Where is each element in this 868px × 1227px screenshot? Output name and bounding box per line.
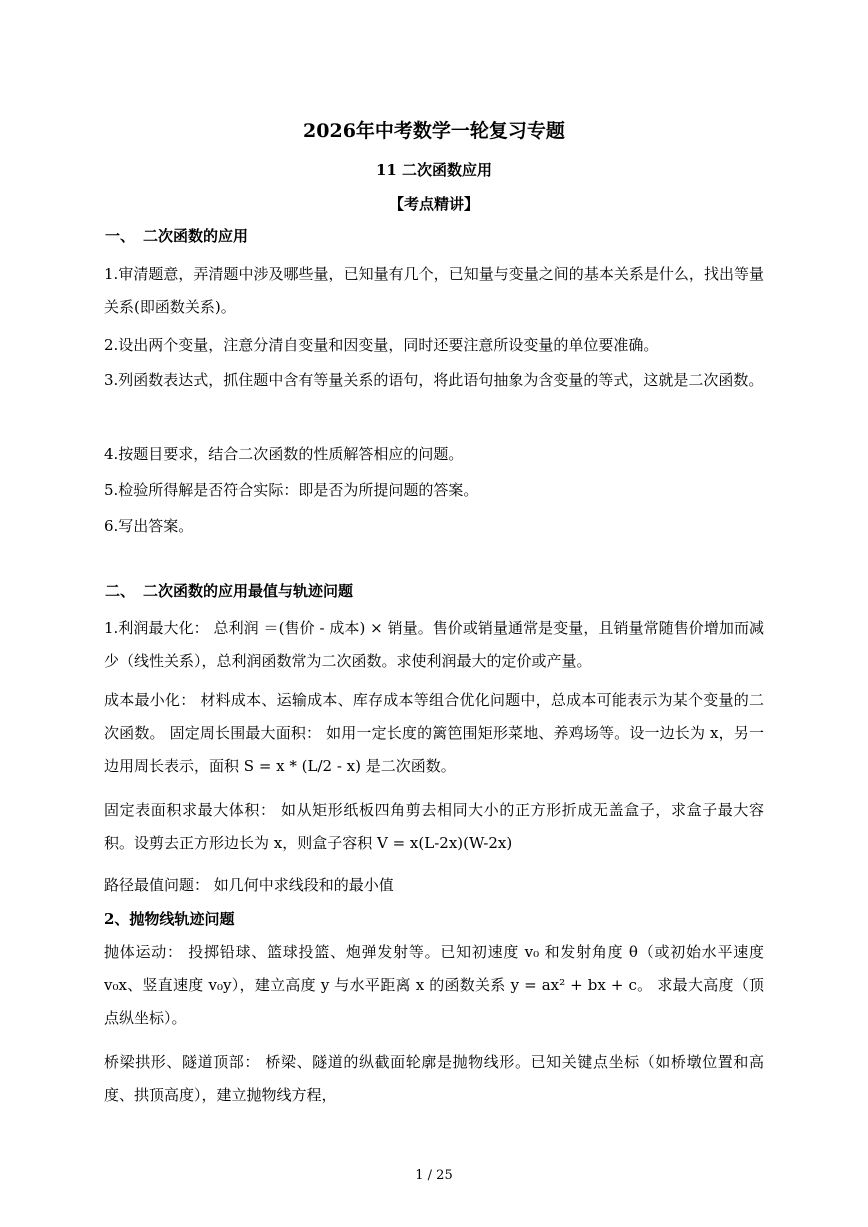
paragraph-projectile: 抛体运动： 投掷铅球、篮球投篮、炮弹发射等。已知初速度 v₀ 和发射角度 θ（或初始水平速度 v₀x、竖直速度 v₀y），建立高度 y 与水平距离 x 的函数关系 y = ax² + bx + c。 求最大高度（顶点纵坐标）。 — [104, 943, 764, 1027]
document-subtitle: 11 二次函数应用 — [375, 161, 493, 179]
list-item: 1.审清题意，弄清题中涉及哪些量，已知量有几个，已知量与变量之间的基本关系是什么，找出等量关系(即函数关系)。 — [104, 265, 764, 316]
paragraph-bridge: 桥梁拱形、隧道顶部： 桥梁、隧道的纵截面轮廓是抛物线形。已知关键点坐标（如桥墩位置和高度、拱顶高度），建立抛物线方程， — [104, 1053, 764, 1104]
list-item: 4.按题目要求，结合二次函数的性质解答相应的问题。 — [104, 445, 464, 463]
list-item: 3.列函数表达式，抓住题中含有等量关系的语句，将此语句抽象为含变量的等式，这就是二次函数。 — [104, 371, 764, 389]
page-indicator: 1 / 25 — [415, 1168, 453, 1183]
paragraph-profit: 1.利润最大化： 总利润 ＝(售价 - 成本) × 销量。售价或销量通常是变量，且销量常随售价增加而减少（线性关系），总利润函数常为二次函数。求使利润最大的定价或产量。 — [104, 619, 764, 670]
sub-heading: 2、抛物线轨迹问题 — [104, 910, 235, 928]
list-item: 5.检验所得解是否符合实际：即是否为所提问题的答案。 — [104, 481, 479, 499]
key-points-title: 【考点精讲】 — [388, 195, 479, 213]
paragraph-volume: 固定表面积求最大体积： 如从矩形纸板四角剪去相同大小的正方形折成无盖盒子，求盒子最大容积。设剪去正方形边长为 x，则盒子容积 V = x(L-2x)(W-2x) — [104, 801, 764, 852]
section-number: 二、 — [105, 582, 136, 600]
paragraph-path: 路径最值问题： 如几何中求线段和的最小值 — [104, 876, 394, 894]
list-item: 6.写出答案。 — [104, 517, 194, 535]
list-item: 2.设出两个变量，注意分清自变量和因变量，同时还要注意所设变量的单位要准确。 — [104, 336, 659, 354]
paragraph-cost: 成本最小化： 材料成本、运输成本、库存成本等组合优化问题中，总成本可能表示为某个变量的二次函数。 固定周长围最大面积： 如用一定长度的篱笆围矩形菜地、养鸡场等。设一边长为 x，另一边用周长表示，面积 S = x * (L/2 - x) 是二次函数。 — [104, 691, 764, 775]
section-number: 一、 — [105, 227, 136, 245]
section-heading-text: 二次函数的应用 — [143, 227, 249, 245]
document-title: 2026年中考数学一轮复习专题 — [303, 120, 565, 142]
section-heading — [105, 580, 353, 601]
section-heading-text: 二次函数的应用最值与轨迹问题 — [143, 582, 354, 600]
section-heading — [105, 225, 248, 246]
